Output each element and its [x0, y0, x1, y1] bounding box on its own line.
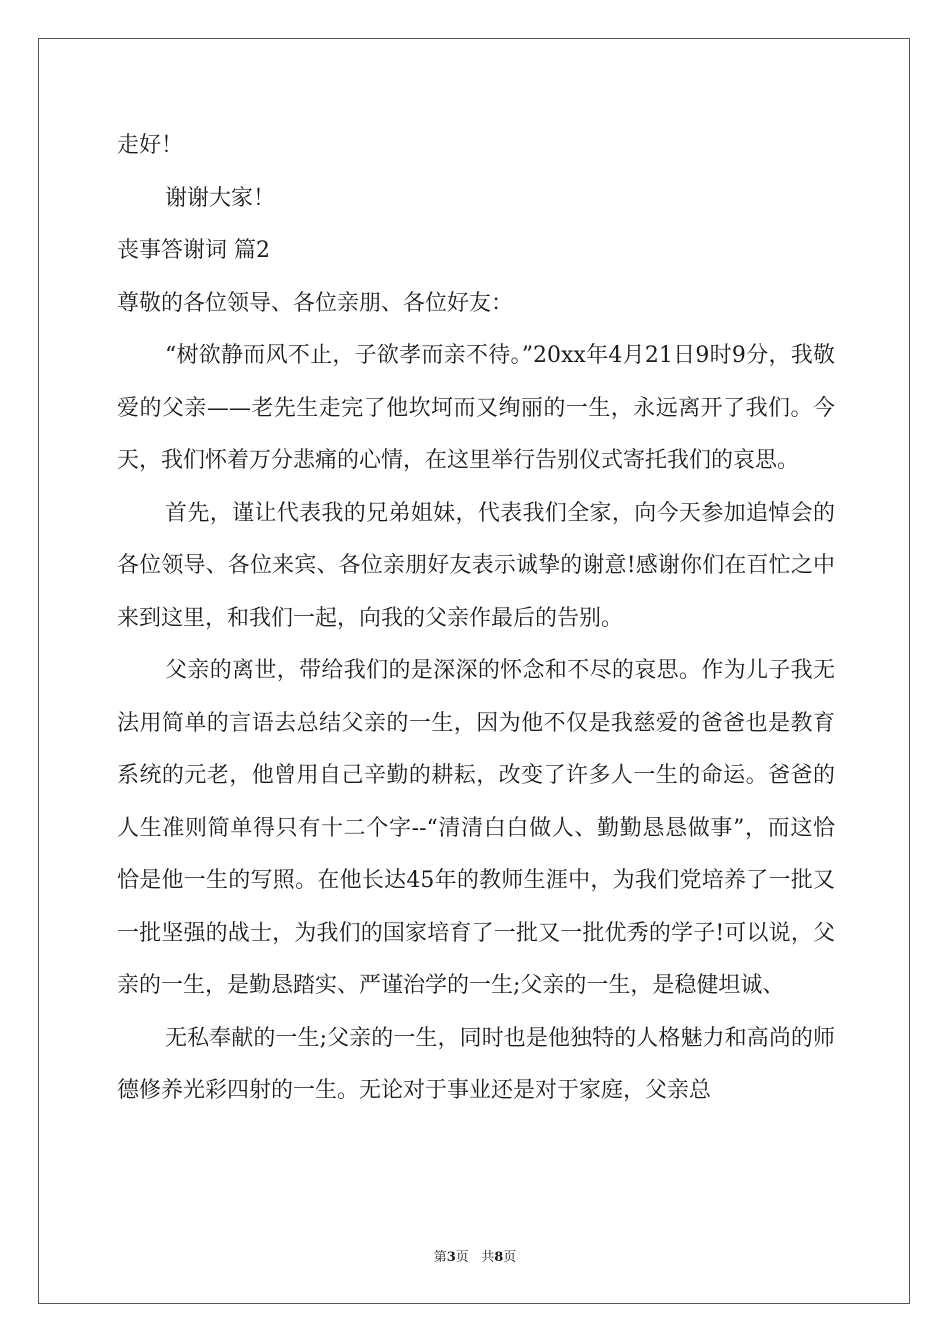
paragraph-8: 无私奉献的一生;父亲的一生，同时也是他独特的人格魅力和高尚的师德修养光彩四射的一生。无论对于事业还是对于家庭，父亲总: [117, 1025, 835, 1103]
document-body: [117, 120, 835, 1118]
page-suffix: 页: [455, 1250, 469, 1265]
page-footer: [0, 1246, 950, 1265]
paragraph-7-text: 父亲的离世，带给我们的是深深的怀念和不尽的哀思。作为儿子我无法用简单的言语去总结父亲的一生，因为他不仅是我慈爱的爸爸也是教育系统的元老，他曾用自己辛勤的耕耘，改变了许多人一生的命运。爸爸的人生准则简单得只有十二个字--“清清白白做人、勤勤恳恳做事”，而这恰恰是他一生的写照。在他长达45年的教师生涯中，为我们党培养了一批又一批坚强的战士，为我们的国家培育了一批又一批优秀的学子!可以说，父亲的一生，是勤恳踏实、严谨治学的一生;父亲的一生，是稳健坦诚、: [117, 658, 835, 998]
total-pages: 8: [494, 1250, 504, 1265]
paragraph-6: 首先，谨让代表我的兄弟姐妹，代表我们全家，向今天参加追悼会的各位领导、各位来宾、各位亲朋好友表示诚挚的谢意!感谢你们在百忙之中来到这里，和我们一起，向我的父亲作最后的告别。: [117, 500, 835, 631]
section-heading: 丧事答谢词 篇2: [117, 238, 270, 263]
paragraph-7: [117, 645, 835, 1013]
salutation: 尊敬的各位领导、各位亲朋、各位好友：: [117, 290, 514, 316]
paragraph-1: 走好！: [117, 133, 184, 158]
paragraph-5: “树欲静而风不止，子欲孝而亲不待。”20xx年4月21日9时9分，我敬爱的父亲——老先生走完了他坎坷而又绚丽的一生，永远离开了我们。今天，我们怀着万分悲痛的心情，在这里举行告别仪式寄托我们的哀思。: [117, 343, 835, 473]
total-suffix: 页: [503, 1250, 517, 1265]
page-number: 3: [446, 1250, 456, 1265]
total-prefix: 共: [481, 1250, 495, 1265]
paragraph-2: 谢谢大家！: [165, 185, 276, 211]
page-prefix: 第: [433, 1250, 447, 1265]
